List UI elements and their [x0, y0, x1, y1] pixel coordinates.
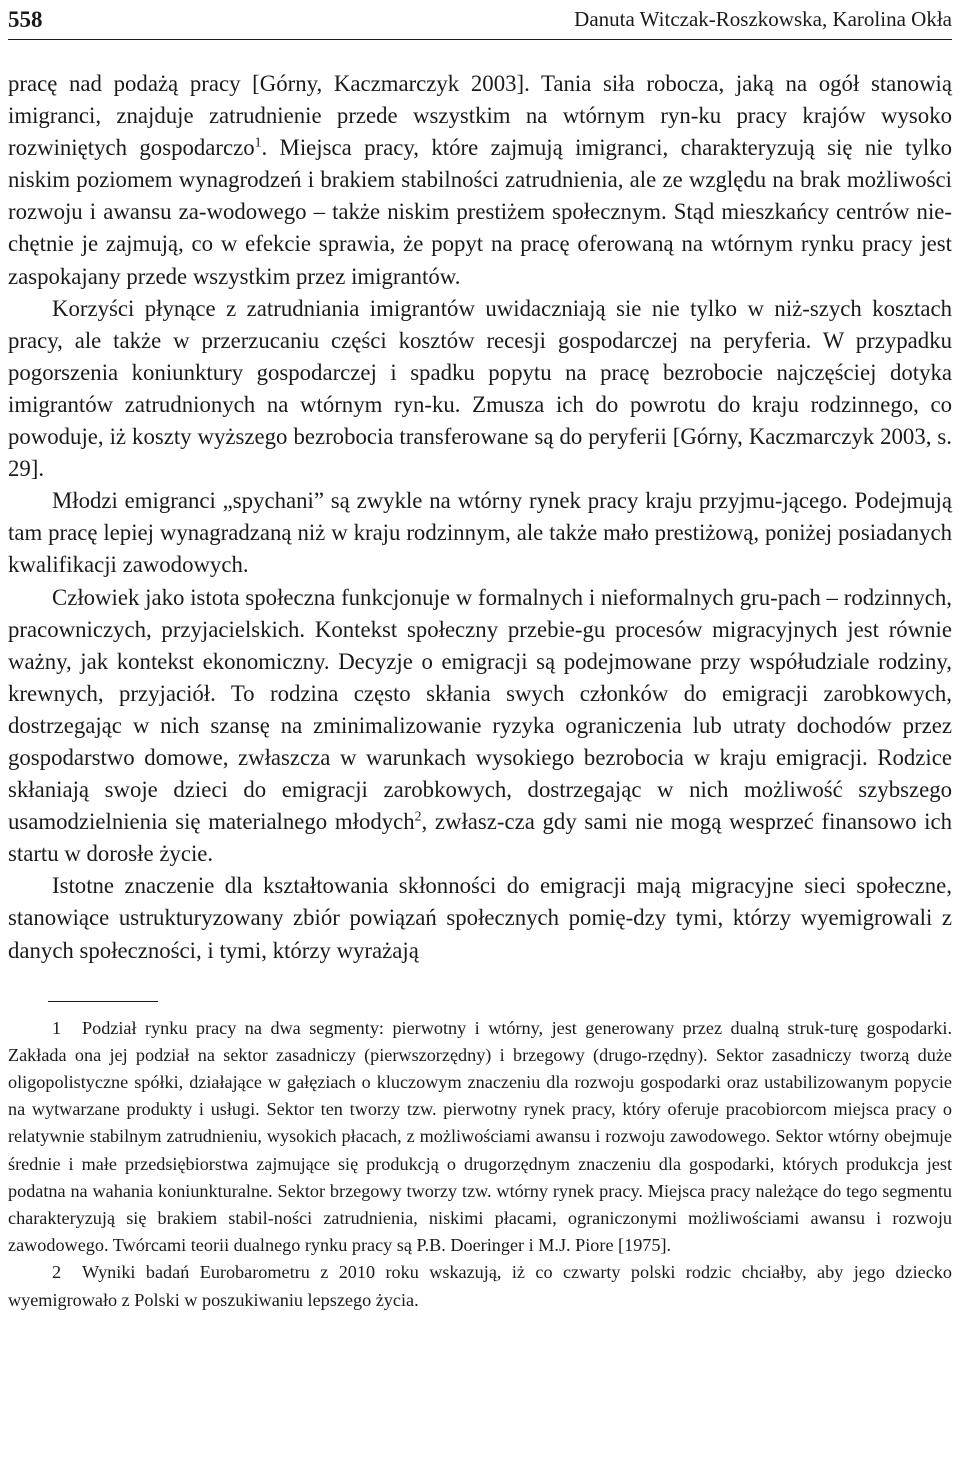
paragraph: Człowiek jako istota społeczna funkcjonuje w formalnych i nieformalnych gru-pach – rodzinnych, pracowniczych, przyjacielskich. Kontekst społeczny przebie-gu procesów migracyjnych jest równie ważny, jak kontekst ekonomiczny. Decyzje o emigracji są podejmowane przy współudziale rodziny, krewnych, przyjaciół. To rodzina często skłania swych członków do emigracji zarobkowych, dostrzegając w nich szansę na zminimalizowanie ryzyka ograniczenia lub utraty dochodów przez gospodarstwo domowe, zwłaszcza w warunkach wysokiego bezrobocia w kraju emigracji. Rodzice skłaniają swoje dzieci do emigracji zarobkowych, dostrzegając w nich możliwość szybszego usamodzielnienia się materialnego młodych$^2$, zwłasz-cza gdy sami nie mogą wesprzeć finansowo ich startu w dorosłe życie. — [8, 584, 952, 867]
running-header — [8, 0, 952, 40]
main-text — [8, 68, 952, 967]
paragraph: Istotne znaczenie dla kształtowania skłonności do emigracji mają migracyjne sieci społeczne, stanowiące ustrukturyzowany zbiór powiązań społecznych pomię-dzy tymi, którzy wyemigrowali z danych społeczności, i tymi, którzy wyrażają — [8, 873, 952, 963]
paragraph: pracę nad podażą pracy [Górny, Kaczmarczyk 2003]. Tania siła robocza, jaką na ogół stanowią imigranci, znajduje zatrudnienie przede wszystkim na wtórnym ryn-ku pracy krajów wysoko rozwiniętych gospodarczo$^1$. Miejsca pracy, które zajmują imigranci, charakteryzują się nie tylko niskim poziomem wynagrodzeń i brakiem stabilności zatrudnienia, ale ze względu na brak możliwości rozwoju i awansu za-wodowego – także niskim prestiżem społecznym. Stąd mieszkańcy centrów nie-chętnie je zajmują, co w efekcie sprawia, że popyt na pracę oferowaną na wtórnym rynku pracy jest zaspokajany przede wszystkim przez imigrantów. — [8, 71, 952, 289]
footnote-number: 1 — [52, 1017, 62, 1038]
footnote — [8, 1015, 952, 1260]
footnote-separator — [48, 1001, 158, 1002]
paragraph: Młodzi emigranci „spychani” są zwykle na wtórny rynek pracy kraju przyjmu-jącego. Podejmują tam pracę lepiej wynagradzaną niż w kraju rodzinnym, ale także mało prestiżową, poniżej posiadanych kwalifikacji zawodowych. — [8, 488, 952, 578]
footnote-ref: 1 — [254, 134, 262, 150]
paragraph: Korzyści płynące z zatrudniania imigrantów uwidaczniają sie nie tylko w niż-szych kosztach pracy, ale także w przerzucaniu części kosztów recesji gospodarczej na peryferia. W przypadku pogorszenia koniunktury gospodarczej i spadku popytu na pracę bezrobocie najczęściej dotyka imigrantów zatrudnionych na wtórnym ryn-ku. Zmusza ich do powrotu do kraju rodzinnego, co powoduje, iż koszty wyższego bezrobocia transferowane są do peryferii [Górny, Kaczmarczyk 2003, s. 29]. — [8, 295, 952, 482]
footnote-number: 2 — [52, 1262, 62, 1283]
footnotes — [8, 1015, 952, 1314]
footnote — [8, 1259, 952, 1313]
page-number: 558 — [8, 6, 43, 32]
footnote-text: Wyniki badań Eurobarometru z 2010 roku wskazują, iż co czwarty polski rodzic chciałby, aby jego dziecko wyemigrowało z Polski w poszukiwaniu lepszego życia. — [8, 1262, 952, 1310]
running-head-authors: Danuta Witczak-Roszkowska, Karolina Okła — [574, 7, 952, 31]
footnote-ref: 2 — [414, 808, 422, 824]
footnote-text: Podział rynku pracy na dwa segmenty: pierwotny i wtórny, jest generowany przez dualną struk-turę gospodarki. Zakłada ona jej podział na sektor zasadniczy (pierwszorzędny) i brzegowy (drugo-rzędny). Sektor zasadniczy tworzą duże oligopolistyczne spółki, działające w gałęziach o kluczowym znaczeniu dla rozwoju gospodarki oraz ustabilizowanym popycie na wytwarzane produkty i usługi. Sektor ten tworzy tzw. pierwotny rynek pracy, który oferuje pracobiorcom miejsca pracy o relatywnie stabilnym zatrudnieniu, wysokich płacach, z możliwościami awansu i rozwoju zawodowego. Sektor wtórny obejmuje średnie i małe przedsiębiorstwa zajmujące się produkcją o drugorzędnym znaczeniu dla gospodarki, których produkcja jest podatna na wahania koniunkturalne. Sektor brzegowy tworzy tzw. wtórny rynek pracy. Miejsca pracy należące do tego segmentu charakteryzują się brakiem stabil-ności zatrudnienia, niskimi płacami, ograniczonymi możliwościami awansu i rozwoju zawodowego. Twórcami teorii dualnego rynku pracy są P.B. Doeringer i M.J. Piore [1975]. — [8, 1017, 952, 1256]
